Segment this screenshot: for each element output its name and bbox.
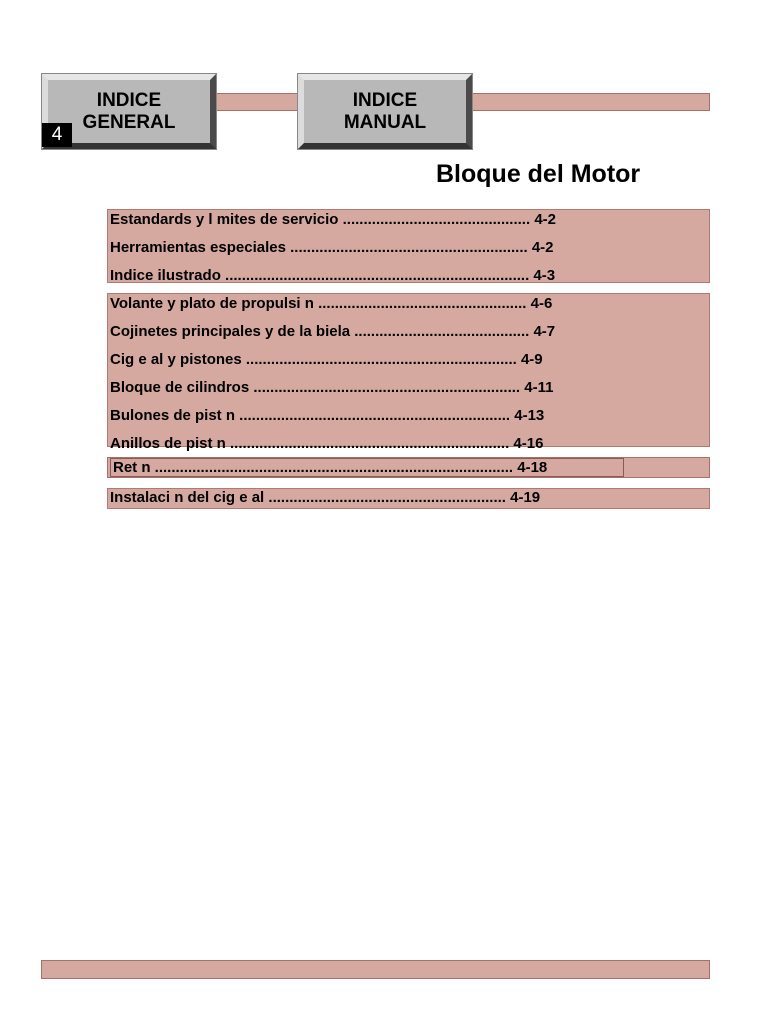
toc-item-title: Instalaci n del cig e al	[110, 489, 265, 506]
toc-item-title: Herramientas especiales	[110, 239, 286, 256]
toc-item[interactable]	[110, 489, 709, 508]
header-band-right	[470, 93, 710, 111]
toc-item[interactable]	[110, 238, 709, 266]
toc-item[interactable]	[110, 406, 709, 434]
toc-item[interactable]	[110, 350, 709, 378]
toc-item-title: Cojinetes principales y de la biela	[110, 323, 351, 340]
page-title: Bloque del Motor	[436, 160, 641, 188]
indice-manual-label: INDICE MANUAL	[343, 89, 427, 133]
header-band-left	[214, 93, 300, 111]
toc-item[interactable]	[110, 294, 709, 322]
toc-item-dots: .........................................................................	[220, 267, 530, 284]
toc-item-page: 4-13	[510, 407, 545, 424]
toc-item-dots: .........................................................	[264, 489, 506, 506]
toc-item-title: Cig e al y pistones	[110, 351, 242, 368]
toc-item[interactable]	[113, 459, 623, 476]
toc-item-page: 4-6	[526, 295, 553, 312]
toc-item-page: 4-16	[509, 435, 544, 452]
toc-item-dots: ..................................................	[313, 295, 527, 312]
toc-group-3	[110, 458, 624, 477]
indice-general-label: INDICE GENERAL	[82, 89, 176, 133]
toc-item-title: Volante y plato de propulsi n	[110, 295, 314, 312]
toc-item-page: 4-9	[516, 351, 543, 368]
toc-item[interactable]	[110, 266, 709, 285]
toc-item-title: Bloque de cilindros	[110, 379, 250, 396]
toc-item-page: 4-18	[513, 459, 548, 476]
toc-item-dots: .............................................	[338, 211, 531, 228]
toc-item-dots: .................................................................	[235, 407, 511, 424]
toc-group-4	[107, 488, 710, 509]
toc-item-dots: ...................................................................	[225, 435, 510, 452]
toc-item-dots: ..........................................	[350, 323, 530, 340]
toc-item-page: 4-19	[505, 489, 541, 506]
footer-band	[41, 960, 710, 979]
toc-item[interactable]	[110, 322, 709, 350]
toc-group-2	[107, 293, 710, 452]
toc-item-page: 4-2	[530, 211, 557, 228]
toc-item-dots: .........................................................	[285, 239, 528, 256]
toc-item-title: Ret n	[113, 459, 151, 476]
chapter-number-badge: 4	[42, 123, 72, 147]
indice-manual-button[interactable]	[298, 74, 472, 149]
toc-item-title: Anillos de pist n	[110, 435, 226, 452]
toc-item-page: 4-2	[527, 239, 554, 256]
toc-item-page: 4-11	[520, 379, 554, 396]
toc-item-title: Bulones de pist n	[110, 407, 236, 424]
toc-item[interactable]	[110, 434, 709, 453]
toc-item-dots: .................................................................	[241, 351, 517, 368]
toc-group-1	[107, 209, 710, 283]
toc-item-page: 4-3	[529, 267, 556, 284]
toc-item-title: Estandards y l mites de servicio	[110, 211, 339, 228]
toc-item[interactable]	[110, 210, 709, 238]
toc-item[interactable]	[110, 378, 709, 406]
toc-item-title: Indice ilustrado	[110, 267, 221, 284]
toc-item-page: 4-7	[529, 323, 556, 340]
toc-item-dots: ................................................................	[249, 379, 521, 396]
toc-item-dots: ......................................................................................	[150, 459, 514, 476]
